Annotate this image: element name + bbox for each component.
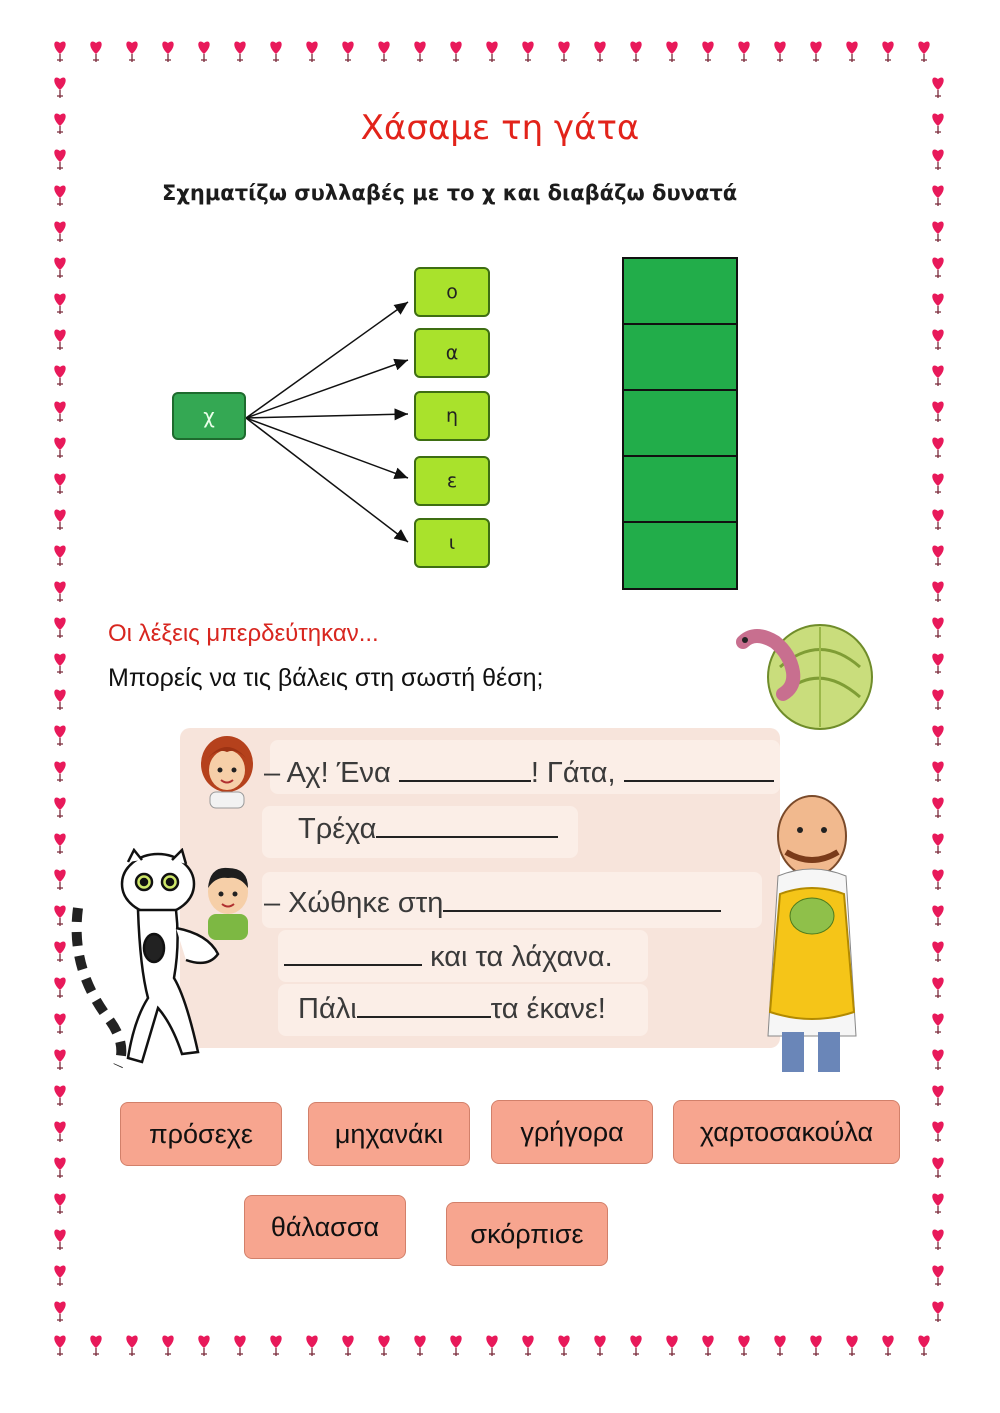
exercise2-heading: Οι λέξεις μπερδεύτηκαν... <box>108 620 379 647</box>
dialogue-text: Τρέχα <box>298 813 377 845</box>
dialogue-line-3 <box>264 884 721 920</box>
word-tile[interactable]: χαρτοσακούλα <box>673 1100 900 1164</box>
vowel-box: ι <box>414 518 490 568</box>
answer-blank[interactable] <box>376 810 558 838</box>
cat-illustration <box>68 848 254 1074</box>
answer-blank[interactable] <box>284 938 422 966</box>
answer-blank[interactable] <box>357 990 491 1018</box>
word-tile[interactable]: σκόρπισε <box>446 1202 608 1266</box>
dialogue-line-1 <box>264 754 774 790</box>
cabbage-worm-illustration <box>735 612 875 734</box>
dialogue-text: και τα λάχανα. <box>430 941 613 973</box>
vowel-box: ε <box>414 456 490 506</box>
answer-blank[interactable] <box>443 884 721 912</box>
girl-avatar <box>196 730 258 810</box>
word-tile[interactable]: θάλασσα <box>244 1195 406 1259</box>
vowel-box: η <box>414 391 490 441</box>
answer-drop-cell[interactable] <box>622 389 738 457</box>
grocer-illustration <box>756 776 868 1080</box>
answer-drop-cell[interactable] <box>622 521 738 590</box>
answer-blank[interactable] <box>399 754 531 782</box>
page-title: Χάσαμε τη γάτα <box>360 108 640 148</box>
vowel-box: ο <box>414 267 490 317</box>
exercise1-instruction: Σχηματίζω συλλαβές με το χ και διαβάζω δυνατά <box>162 181 738 205</box>
dialogue-line-5 <box>298 990 606 1026</box>
dialogue-text: – Αχ! Ένα <box>264 757 391 789</box>
dialogue-line-2 <box>298 810 558 846</box>
word-tile[interactable]: μηχανάκι <box>308 1102 470 1166</box>
word-tile[interactable]: πρόσεχε <box>120 1102 282 1166</box>
answer-drop-cell[interactable] <box>622 455 738 523</box>
answer-drop-cell[interactable] <box>622 323 738 391</box>
dialogue-text: τα έκανε! <box>490 993 606 1025</box>
answer-drop-cell[interactable] <box>622 257 738 325</box>
dialogue-text: ! Γάτα, <box>530 757 616 789</box>
consonant-box: χ <box>172 392 246 440</box>
exercise2-question: Μπορείς να τις βάλεις στη σωστή θέση; <box>108 664 544 692</box>
dialogue-line-4 <box>284 938 613 974</box>
dialogue-text: – Χώθηκε στη <box>264 887 444 919</box>
dialogue-text: Πάλι <box>298 993 357 1025</box>
word-tile[interactable]: γρήγορα <box>491 1100 653 1164</box>
answer-blank[interactable] <box>624 754 774 782</box>
vowel-box: α <box>414 328 490 378</box>
